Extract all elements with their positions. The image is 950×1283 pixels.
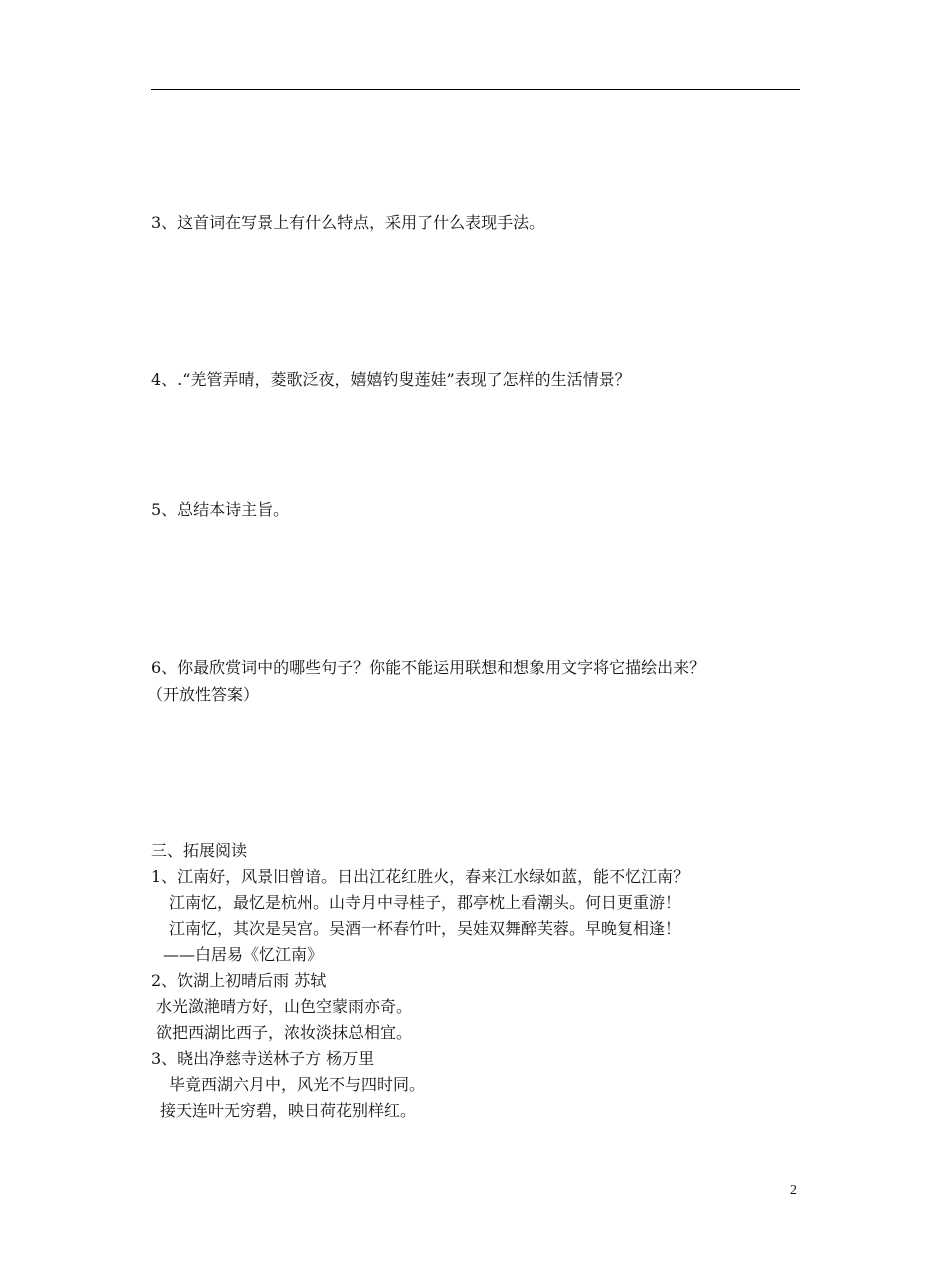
poem2-line1: 水光潋滟晴方好，山色空蒙雨亦奇。 (156, 997, 413, 1016)
question-3: 3、这首词在写景上有什么特点，采用了什么表现手法。 (151, 213, 546, 232)
question-6: 6、你最欣赏词中的哪些句子？你能不能运用联想和想象用文字将它描绘出来？ (151, 658, 706, 677)
poem3-line1: 毕竟西湖六月中，风光不与四时同。 (169, 1075, 426, 1094)
poem1-line1: 1、江南好，风景旧曾谙。日出江花红胜火，春来江水绿如蓝，能不忆江南？ (151, 867, 690, 886)
poem3-line2: 接天连叶无穷碧，映日荷花别样红。 (160, 1101, 417, 1120)
poem1-line2: 江南忆，最忆是杭州。山寺月中寻桂子，郡亭枕上看潮头。何日更重游！ (169, 893, 682, 912)
poem3-title: 3、晓出净慈寺送林子方 杨万里 (151, 1049, 375, 1068)
poem1-line3: 江南忆，其次是吴宫。吴酒一杯春竹叶，吴娃双舞醉芙蓉。早晚复相逢！ (169, 919, 682, 938)
poem1-attribution: ——白居易《忆江南》 (163, 945, 324, 964)
header-rule (151, 89, 800, 90)
question-6-note: （开放性答案） (147, 685, 260, 704)
poem2-title: 2、饮湖上初晴后雨 苏轼 (151, 971, 327, 990)
question-5: 5、总结本诗主旨。 (151, 500, 290, 519)
page-number: 2 (790, 1183, 797, 1198)
question-4: 4、.“羌管弄晴，菱歌泛夜，嬉嬉钓叟莲娃”表现了怎样的生活情景？ (151, 370, 631, 389)
poem2-line2: 欲把西湖比西子，浓妆淡抹总相宜。 (156, 1023, 413, 1042)
section-heading: 三、拓展阅读 (151, 841, 248, 860)
